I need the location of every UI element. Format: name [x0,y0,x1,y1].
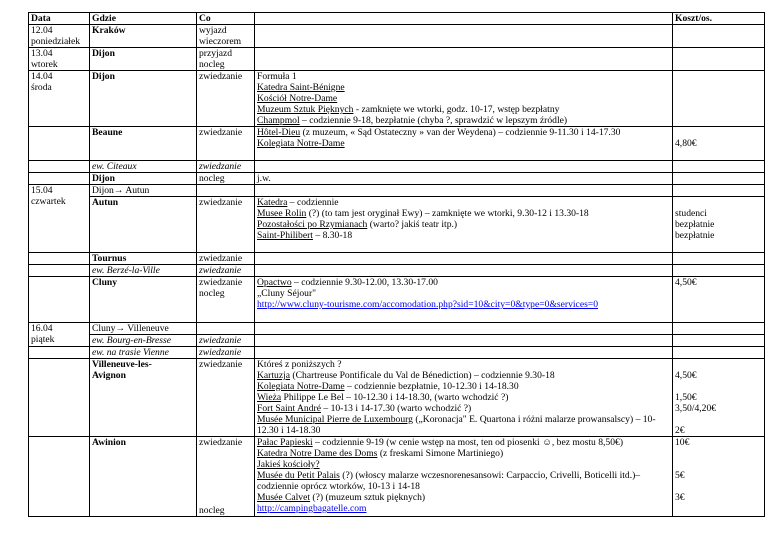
activity: zwiedzanie [197,161,255,173]
desc-text: (?) (włoscy malarze wczesnorenesansowi: Carpaccio, Crivelli, Boticelli itd.)–codziennie oprócz wtorków, 10-13 i 14-18 [257,470,641,492]
attraction-link[interactable]: Katedra Notre Dame des Doms [257,448,378,459]
activity: nocleg [199,59,225,70]
date: 12.04 [31,25,53,36]
activity: zwiedzanie [197,197,255,253]
row-day4-route [29,185,765,197]
place: Villeneuve-les-Avignon [92,359,152,381]
desc-text: (warto? jakiś teatr itp.) [367,219,458,230]
activity: nocleg [199,505,225,516]
activity: zwiedzanie [197,347,255,359]
attraction-link[interactable]: Kolegiata Notre-Dame [257,381,345,392]
attraction-link[interactable]: Opactwo [257,277,292,288]
activity: zwiedzanie [197,265,255,277]
desc-text: („Koronacja" E. Quartona i różni malarze prowansalscy) – 10-12.30 i 14-18.30 [257,414,656,436]
cost: 3,50/4,20€ [675,403,717,414]
attraction-link[interactable]: Musée Calvet [257,492,311,503]
cost: bezpłatnie [675,219,715,230]
activity: zwiedzanie [197,253,255,265]
attraction-link[interactable]: Musee Rolin [257,208,307,219]
row-day4-berze [29,265,765,277]
row-day3-dijon-nocleg [29,173,765,185]
attraction-link[interactable]: Kartuzja [257,370,291,381]
desc-text: – codziennie 9-18, bezpłatnie (chyba ?, sprawdzić w lepszym źródle) [299,115,568,126]
cost: 1,50€ [675,392,697,403]
activity: zwiedzanie [197,127,255,161]
attraction-link[interactable]: Musée Municipal Pierre de Luxembourg [257,414,413,425]
desc-text: (?) (muzeum sztuk pięknych) [310,492,426,503]
weekday: poniedziałek [31,36,81,47]
attraction-link[interactable]: Katedra Saint-Bénigne [257,82,345,93]
row-day5-route [29,323,765,335]
weekday: środa [31,82,52,93]
desc-text: Philippe Le Bel – 10-12.30 i 14-18.30, (warto wchodzić ?) [281,392,509,403]
place: Autun [90,197,197,253]
attraction-link[interactable]: Saint-Philibert [257,230,313,241]
activity: zwiedzanie [199,277,243,288]
activity: nocleg [197,173,255,185]
place: ew. Berzé-la-Ville [90,265,197,277]
desc-text: (?) (to tam jest oryginał Ewy) – zamknięte we wtorki, 9.30-12 i 13.30-18 [306,208,589,219]
attraction-link[interactable]: Muzeum Sztuk Pięknych [257,104,354,115]
place: Awinion [90,437,197,517]
place: Tournus [90,253,197,265]
attraction-link[interactable]: Champmol [257,115,300,126]
place: ew. Bourg-en-Bresse [90,335,197,347]
desc-text: (z freskami Simone Martiniego) [377,448,504,459]
route: Dijon→ Autun [90,185,197,197]
attraction-link[interactable]: Pałac Papieski [257,437,313,448]
desc-text: – 8.30-18 [312,230,353,241]
desc-text: – codziennie [287,197,339,208]
desc-text: – codziennie 9-19 (w cenie wstęp na most, ten od piosenki ☺, bez mostu 8,50€) [312,437,624,448]
attraction-link[interactable]: Katedra [257,197,288,208]
activity: nocleg [199,288,225,299]
desc-text: j.w. [255,173,673,185]
activity: przyjazd [199,48,233,59]
header-row [29,13,765,25]
row-day3-citeaux [29,161,765,173]
weekday: piątek [31,334,55,345]
attraction-link[interactable]: Hôtel-Dieu [257,127,301,138]
activity: zwiedzanie [199,437,243,448]
cost: studenci [675,208,707,219]
weekday: wtorek [31,59,58,70]
date: 14.04 [31,71,53,82]
desc-text: - zamknięte we wtorki, godz. 10-17, wstęp bezpłatny [353,104,560,115]
camping-url[interactable]: http://campingbagatelle.com [257,503,367,514]
date: 16.04 [31,323,53,334]
desc-text: Któreś z poniższych ? [257,359,342,370]
activity: zwiedzanie [197,71,255,127]
attraction-link[interactable]: Musée du Petit Palais [257,470,340,481]
accommodation-name: „Cluny Séjour" [257,288,317,299]
row-day3-beaune [29,127,765,161]
cost: 2€ [675,425,685,436]
row-day3-dijon [29,71,765,127]
attraction-link[interactable]: Fort Saint André [257,403,321,414]
cost: bezpłatnie [675,230,715,241]
place: Dijon [90,173,197,185]
row-day5-bourg [29,335,765,347]
attraction-link[interactable]: Wieża [257,392,282,403]
desc-line: Formuła 1 [257,71,297,82]
row-day4-tournus [29,253,765,265]
place: ew. Citeaux [90,161,197,173]
attraction-link[interactable]: Kościół Notre-Dame [257,93,338,104]
header-gdzie: Gdzie [90,13,197,25]
row-day4-autun [29,197,765,253]
row-day5-vienne [29,347,765,359]
activity: zwiedzanie [197,335,255,347]
accommodation-url[interactable]: http://www.cluny-tourisme.com/accomodation.php?sid=10&city=0&type=0&services=0 [257,299,599,310]
desc-text: (Chartreuse Pontificale du Val de Bénediction) – codziennie 9.30-18 [290,370,555,381]
date: 15.04 [31,185,53,196]
cost: 10€ [675,437,690,448]
cost: 4,80€ [675,138,697,149]
place: Dijon [90,71,197,127]
header-co: Co [197,13,255,25]
attraction-link[interactable]: Kolegiata Notre-Dame [257,138,345,149]
cost: 4,50€ [675,370,697,381]
place: ew. na trasie Vienne [90,347,197,359]
header-description [255,13,673,25]
row-day2 [29,48,765,71]
desc-text: – codziennie bezpłatnie, 10-12.30 i 14-18.30 [344,381,519,392]
place: Cluny [90,277,197,323]
desc-text: – 10-13 i 14-17.30 (warto wchodzić ?) [320,403,472,414]
row-day4-cluny [29,277,765,323]
desc-text: – codziennie 9.30-12.00, 13.30-17.00 [291,277,438,288]
row-day5-villeneuve [29,359,765,437]
header-koszt: Koszt/os. [673,13,765,25]
cost: 4,50€ [675,277,697,288]
attraction-link[interactable]: Pozostałości po Rzymianach [257,219,368,230]
route: Cluny→ Villeneuve [90,323,197,335]
weekday: czwartek [31,196,66,207]
row-day5-avinion [29,437,765,517]
itinerary-table [28,12,765,517]
place: Kraków [90,25,197,48]
row-day1 [29,25,765,48]
place: Dijon [90,48,197,71]
attraction-link[interactable]: Jakieś kościoły? [257,459,320,470]
date: 13.04 [31,48,53,59]
cost: 5€ [675,470,685,481]
activity: zwiedzanie [197,359,255,437]
place: Beaune [90,127,197,161]
cost: 3€ [675,492,685,503]
header-data: Data [29,13,90,25]
activity: wyjazd wieczorem [199,25,242,47]
desc-text: (z muzeum, « Sąd Ostateczny » van der Weydena) – codziennie 9-11.30 i 14-17.30 [300,127,621,138]
